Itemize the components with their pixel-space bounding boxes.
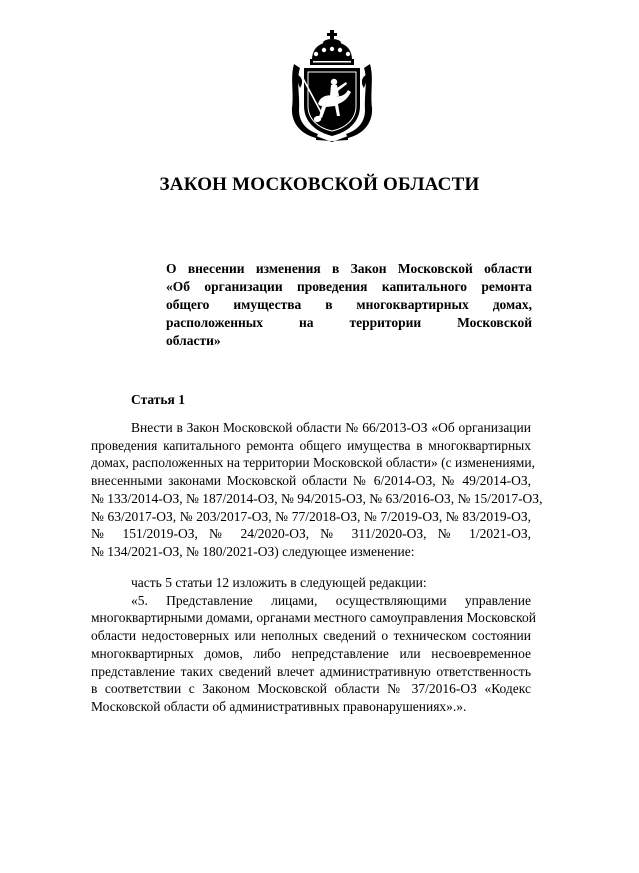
law-subject-line: расположенных на территории Московской <box>166 315 532 330</box>
article-heading: Статья 1 <box>131 392 185 407</box>
paragraph-line: Внести в Закон Московской области № 66/2013-ОЗ «Об организации <box>131 420 531 435</box>
law-subject-line: О внесении изменения в Закон Московской области <box>166 261 532 276</box>
paragraph-line: представление таких сведений влечет административную ответственность <box>91 663 531 679</box>
law-subject <box>166 260 532 350</box>
paragraph-line: № 63/2017-ОЗ, № 203/2017-ОЗ, № 77/2018-ОЗ, № 7/2019-ОЗ, № 83/2019-ОЗ, <box>91 508 531 524</box>
paragraph-line: № 133/2014-ОЗ, № 187/2014-ОЗ, № 94/2015-ОЗ, № 63/2016-ОЗ, № 15/2017-ОЗ, <box>91 490 543 506</box>
law-subject-line: «Об организации проведения капитального ремонта <box>166 279 532 294</box>
paragraph-line: «5. Представление лицами, осуществляющими управление <box>131 592 531 608</box>
article-paragraph-2 <box>91 574 536 716</box>
paragraph-line: области недостоверных или неполных сведений о техническом состоянии <box>91 628 531 644</box>
law-subject-line: общего имущества в многоквартирных домах, <box>166 297 532 312</box>
paragraph-line: многоквартирными домами, органами местного самоуправления Московской <box>91 610 536 626</box>
shield-icon <box>303 68 360 136</box>
paragraph-line: Московской области об административных правонарушениях».». <box>91 698 467 714</box>
paragraph-line: № 134/2021-ОЗ, № 180/2021-ОЗ) следующее изменение: <box>91 543 415 559</box>
law-subject-line: области» <box>166 333 221 348</box>
paragraph-line: № 151/2019-ОЗ, № 24/2020-ОЗ, № 311/2020-ОЗ, № 1/2021-ОЗ, <box>91 526 531 542</box>
paragraph-line: внесенными законами Московской области № 6/2014-ОЗ, № 49/2014-ОЗ, <box>91 473 531 489</box>
crown-icon <box>310 30 354 65</box>
article-paragraph-1 <box>91 419 543 561</box>
paragraph-line: часть 5 статьи 12 изложить в следующей редакции: <box>131 575 427 590</box>
coat-of-arms-emblem <box>290 30 374 142</box>
paragraph-line: проведения капитального ремонта общего имущества в многоквартирных <box>91 437 531 453</box>
law-title: ЗАКОН МОСКОВСКОЙ ОБЛАСТИ <box>159 174 480 195</box>
paragraph-line: в соответствии с Законом Московской области № 37/2016-ОЗ «Кодекс <box>91 681 531 697</box>
paragraph-line: многоквартирных домов, либо непредставление или несвоевременное <box>91 645 531 661</box>
paragraph-line: домах, расположенных на территории Московской области» (с изменениями, <box>91 455 535 471</box>
